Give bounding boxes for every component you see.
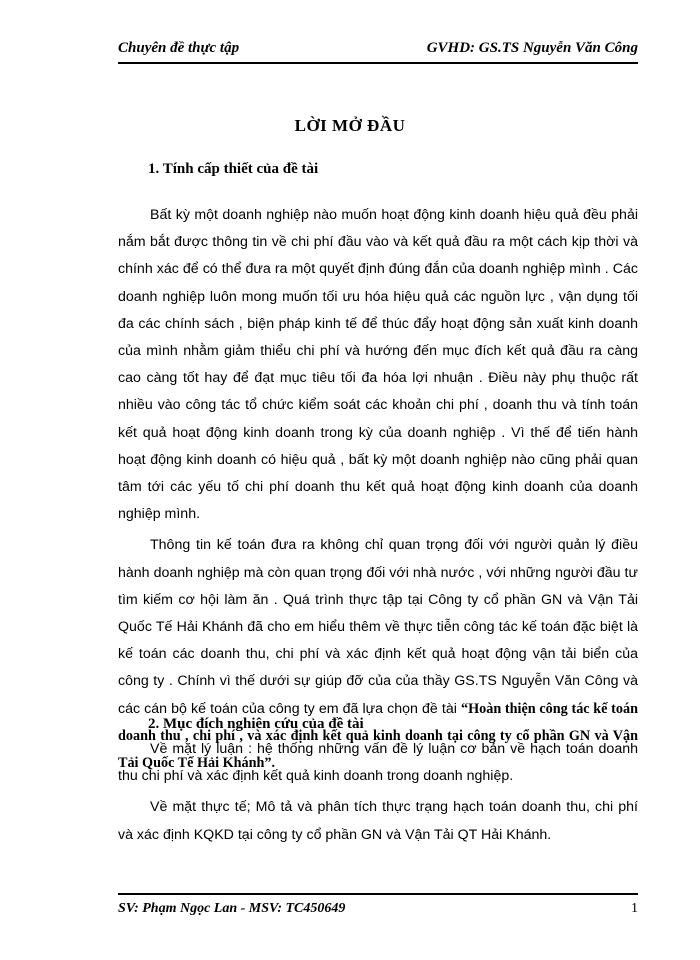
section1-paragraph-2-text: Thông tin kế toán đưa ra không chỉ quan trọng đối với người quản lý điều hành doanh nghiệp mà còn quan trọng đối với nhà nước , với những người đầu tư tìm kiếm cơ hội làm ăn . Quá trình thực tập tại Công ty cổ phần GN và Vận Tải Quốc Tế Hải Khánh đã cho em hiểu thêm về thực tiễn công tác kế toán đặc biệt là kế toán các doanh thu, chi phí và xác định kết quả hoạt động vận tải biển của công ty . Chính vì thế dưới sự giúp đỡ của của thầy GS.TS Nguyễn Văn Công và các cán bộ kế toán của công ty em đã lựa chọn đề tài [118,537,638,717]
page-footer [118,893,638,923]
section2-heading: 2. Mục đích nghiên cứu của đề tài [148,716,364,732]
footer-student-info: SV: Phạm Ngọc Lan - MSV: TC450649 [118,901,346,916]
section1-paragraph-1: Bất kỳ một doanh nghiệp nào muốn hoạt động kinh doanh hiệu quả đều phải nắm bắt được thông tin về chi phí đầu vào và kết quả đầu ra một cách kịp thời và chính xác để có thể đưa ra một quyết định đúng đắn của doanh nghiệp mình . Các doanh nghiệp luôn mong muốn tối ưu hóa hiệu quả các nguồn lực , vận dụng tối đa các chính sách , biện pháp kinh tế để thúc đẩy hoạt động sản xuất kinh doanh của mình nhằm giảm thiểu chi phí và hướng đến mục đích kết quả đầu ra càng cao càng tốt hay để đạt mục tiêu tối đa hóa lợi nhuận . Điều này phụ thuộc rất nhiều vào công tác tổ chức kiểm soát các khoản chi phí , doanh thu và tính toán kết quả hoạt động kinh doanh trong kỳ của doanh nghiệp . Vì thế để tiến hành hoạt động kinh doanh có hiệu quả , bất kỳ một doanh nghiệp nào cũng phải quan tâm tới các yếu tố chi phí doanh thu kết quả hoạt động kinh doanh của doanh nghiệp mình. [118,207,638,523]
page-title: LỜI MỞ ĐẦU [294,116,406,135]
section1-heading: 1. Tính cấp thiết của đề tài [148,161,319,177]
section2-paragraph-2: Về mặt thực tế; Mô tả và phân tích thực trạng hạch toán doanh thu, chi phí và xác định KQKD tại công ty cổ phần GN và Vận Tải QT Hải Khánh. [118,799,638,843]
page-number: 1 [631,901,638,916]
page-header [118,38,638,64]
section1-body [118,202,638,777]
header-supervisor: GVHD: GS.TS Nguyễn Văn Công [426,40,638,56]
header-doc-type: Chuyên đề thực tập [118,40,240,56]
thesis-topic-title: “Hoàn thiện công tác kế toán doanh thu , chi phí , và xác định kết quả kinh doanh tại công ty cổ phần GN và Vận Tải Quốc Tế Hải Khánh”. [118,700,638,772]
section2-paragraph-1: Về mặt lý luận : hệ thống những vấn đề lý luận cơ bản về hạch toán doanh thu chi phí và xác định kết quả kinh doanh trong doanh nghiệp. [118,741,638,785]
section2-body [118,736,638,849]
